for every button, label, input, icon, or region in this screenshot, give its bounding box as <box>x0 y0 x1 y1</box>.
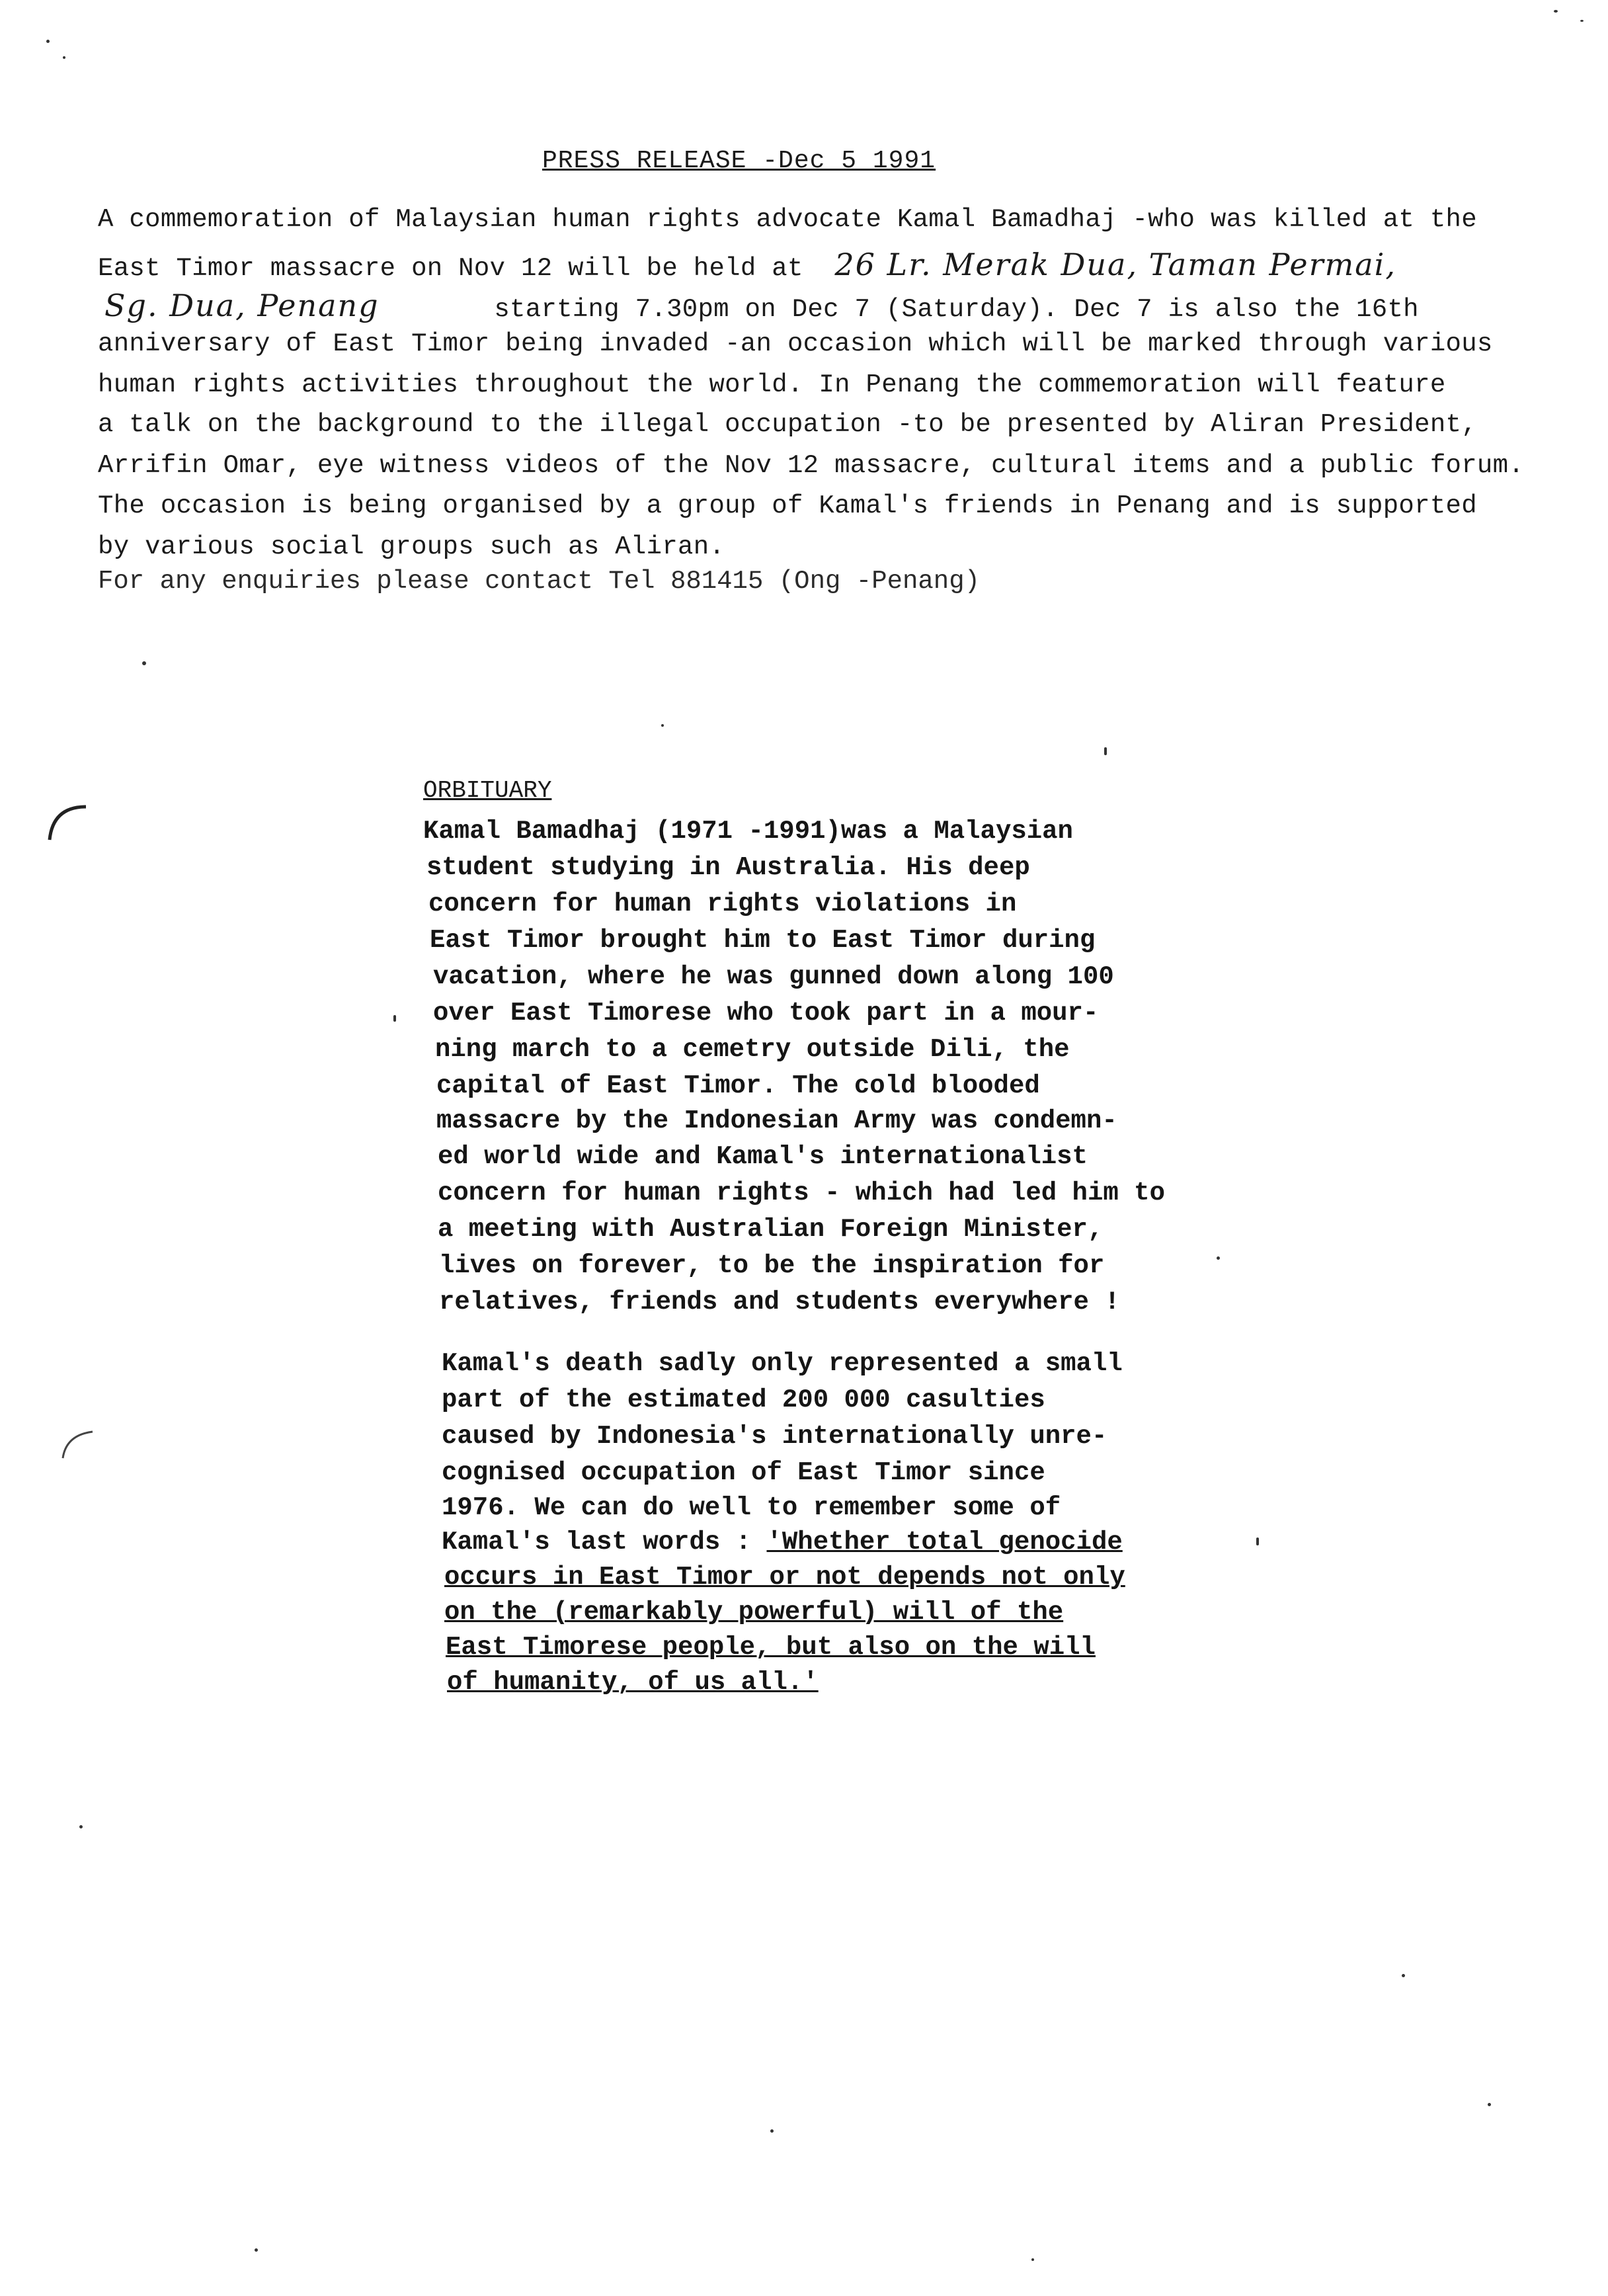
press-release-line-7: Arrifin Omar, eye witness videos of the Nov 12 massacre, cultural items and a public forum. <box>98 451 1525 480</box>
scan-speck <box>1554 10 1558 13</box>
obituary-line: ning march to a cemetry outside Dili, the <box>435 1035 1070 1064</box>
scan-speck <box>1104 747 1107 755</box>
press-release-line-4: anniversary of East Timor being invaded -an occasion which will be marked through various <box>98 329 1493 358</box>
obituary-line: ed world wide and Kamal's internationalist <box>438 1142 1088 1171</box>
scan-mark-arc <box>40 800 93 853</box>
obituary-quote-line-1 <box>442 1528 1123 1557</box>
obituary-line: Kamal's death sadly only represented a small <box>442 1349 1123 1378</box>
document-title: PRESS RELEASE -Dec 5 1991 <box>542 147 936 175</box>
scan-speck <box>1402 1974 1405 1977</box>
obituary-line: East Timor brought him to East Timor during <box>430 926 1096 955</box>
obituary-line: capital of East Timor. The cold blooded <box>436 1071 1040 1100</box>
obituary-line: part of the estimated 200 000 casulties <box>442 1385 1045 1414</box>
handwritten-address-part-2: Sg. Dua, Penang <box>104 288 380 323</box>
obituary-line: caused by Indonesia's internationally unre- <box>442 1422 1107 1451</box>
obituary-line: vacation, where he was gunned down along 100 <box>433 962 1114 991</box>
press-release-line-2-text: East Timor massacre on Nov 12 will be held at <box>98 254 803 283</box>
scan-mark-arc <box>53 1422 106 1475</box>
press-release-line-2 <box>98 247 1396 283</box>
quote-text: 'Whether total genocide <box>766 1528 1123 1557</box>
obituary-line: relatives, friends and students everywhere ! <box>439 1288 1120 1317</box>
scan-speck <box>393 1015 396 1022</box>
scan-speck <box>63 56 65 59</box>
obituary-line: lives on forever, to be the inspiration for <box>439 1251 1105 1280</box>
press-release-line-6: a talk on the background to the illegal occupation -to be presented by Aliran President, <box>98 410 1477 439</box>
obituary-line: student studying in Australia. His deep <box>426 853 1030 882</box>
obituary-quote-line: East Timorese people, but also on the will <box>446 1633 1096 1662</box>
scan-speck <box>1256 1538 1259 1545</box>
obituary-line: massacre by the Indonesian Army was condemn- <box>436 1106 1117 1135</box>
scan-speck <box>46 40 50 43</box>
press-release-line-1: A commemoration of Malaysian human rights advocate Kamal Bamadhaj -who was killed at the <box>98 205 1477 234</box>
handwritten-address-part-1: 26 Lr. Merak Dua, Taman Permai, <box>834 247 1396 282</box>
obituary-line: over East Timorese who took part in a mour- <box>433 999 1099 1028</box>
press-release-line-9: by various social groups such as Aliran. <box>98 532 725 561</box>
scan-speck <box>1580 20 1584 22</box>
scan-speck <box>1488 2103 1491 2106</box>
press-release-line-5: human rights activities throughout the world. In Penang the commemoration will feature <box>98 370 1446 399</box>
press-release-line-3 <box>98 288 1419 324</box>
press-release-line-3-text: starting 7.30pm on Dec 7 (Saturday). Dec 7 is also the 16th <box>494 295 1419 324</box>
scan-speck <box>1217 1256 1220 1260</box>
scan-speck <box>1031 2258 1034 2261</box>
enquiry-line: For any enquiries please contact Tel 881415 (Ong -Penang) <box>98 567 981 596</box>
scan-speck <box>79 1825 83 1828</box>
scan-speck <box>255 2248 258 2252</box>
press-release-line-8: The occasion is being organised by a group of Kamal's friends in Penang and is supported <box>98 491 1477 520</box>
obituary-line: concern for human rights violations in <box>428 889 1017 919</box>
obituary-line: concern for human rights - which had led him to <box>438 1178 1165 1208</box>
obituary-quote-line: of humanity, of us all.' <box>447 1668 819 1697</box>
scan-speck <box>770 2129 774 2133</box>
quote-intro: Kamal's last words : <box>442 1528 767 1557</box>
obituary-line: 1976. We can do well to remember some of <box>442 1493 1061 1522</box>
obituary-line: cognised occupation of East Timor since <box>442 1458 1045 1487</box>
obituary-line: a meeting with Australian Foreign Minister, <box>438 1215 1104 1244</box>
obituary-line: Kamal Bamadhaj (1971 -1991)was a Malaysian <box>423 817 1073 846</box>
obituary-heading: ORBITUARY <box>423 777 552 804</box>
scan-speck <box>661 724 664 727</box>
obituary-quote-line: occurs in East Timor or not depends not only <box>444 1563 1125 1592</box>
obituary-quote-line: on the (remarkably powerful) will of the <box>444 1598 1064 1627</box>
scan-speck <box>142 661 146 665</box>
